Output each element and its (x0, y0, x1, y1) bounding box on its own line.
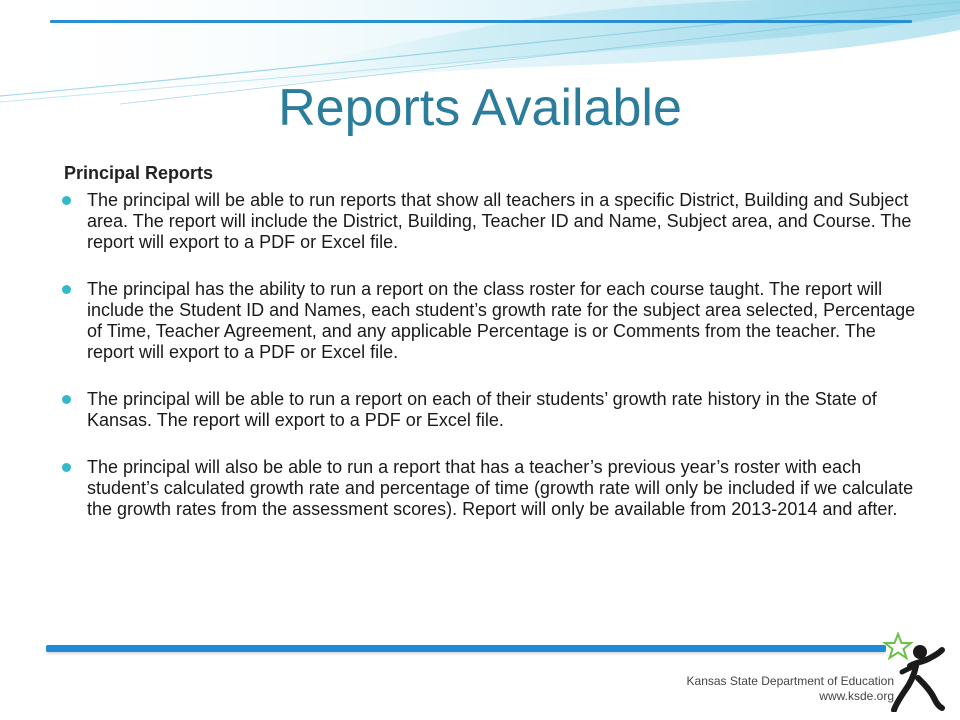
bullet-text: The principal will be able to run reports that show all teachers in a specific District, Building and Subject area. The report will include the District, Building, Teacher ID and Name, Subject area, and Course. The report will export to a PDF or Excel file. (87, 190, 912, 252)
bullet-text: The principal will be able to run a report on each of their students’ growth rate history in the State of Kansas. The report will export to a PDF or Excel file. (87, 389, 877, 430)
bullet-item (60, 190, 920, 253)
footer-organization: Kansas State Department of Education (686, 674, 894, 688)
slide-title: Reports Available (278, 79, 682, 137)
footer-url: www.ksde.org (819, 689, 894, 703)
round-bullet-icon (62, 463, 71, 472)
top-rule (50, 20, 912, 23)
footer-rule (46, 645, 886, 652)
round-bullet-icon (62, 395, 71, 404)
round-bullet-icon (62, 196, 71, 205)
ksde-star-figure-logo-icon (880, 632, 950, 712)
bullet-text: The principal has the ability to run a report on the class roster for each course taught. The report will include the Student ID and Names, each student’s growth rate for the subject area selected, Percentage of Time, Teacher Agreement, and any applicable Percentage is or Comments from the teacher. The report will export to a PDF or Excel file. (87, 279, 916, 362)
bullet-item (60, 279, 920, 363)
bullet-text: The principal will also be able to run a report that has a teacher’s previous year’s roster with each student’s calculated growth rate and percentage of time (growth rate will only be included if we calculate the growth rates from the assessment scores). Report will only be available from 2013-2014 and after. (87, 457, 914, 519)
bullet-list (60, 190, 920, 546)
section-subheading: Principal Reports (64, 163, 214, 183)
bullet-item (60, 457, 920, 520)
bullet-item (60, 389, 920, 431)
round-bullet-icon (62, 285, 71, 294)
